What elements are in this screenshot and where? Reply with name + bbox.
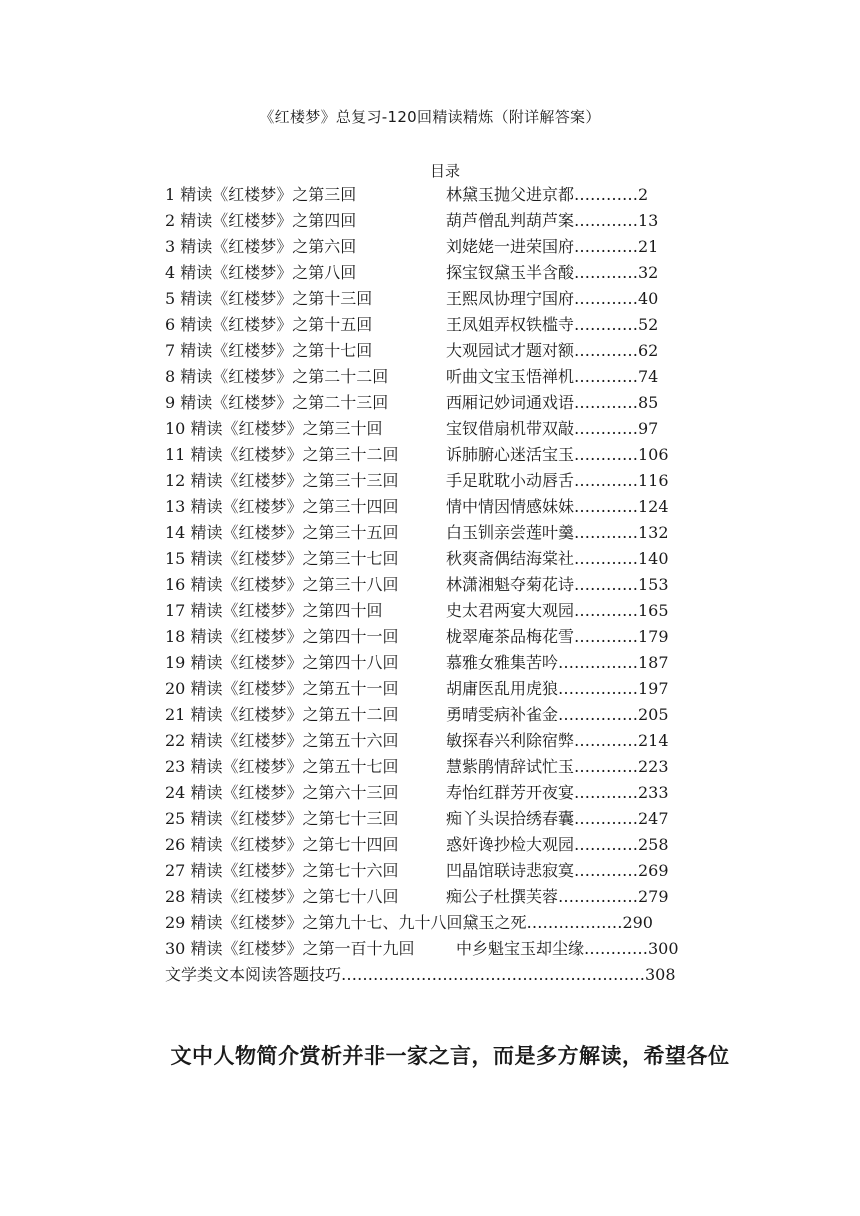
toc-chapter: 10 精读《红楼梦》之第三十回	[165, 419, 383, 438]
toc-topic: 手足耽耽小动唇舌…………116	[446, 471, 669, 490]
toc-entry-full: 文学类文本阅读答题技巧…………………………………………………308	[165, 965, 676, 984]
toc-chapter: 17 精读《红楼梦》之第四十回	[165, 601, 383, 620]
toc-entry[interactable]	[165, 338, 705, 364]
toc-entry[interactable]	[165, 650, 705, 676]
toc-topic: 寿怡红群芳开夜宴…………233	[446, 783, 669, 802]
toc-chapter: 22 精读《红楼梦》之第五十六回	[165, 731, 399, 750]
toc-chapter: 5 精读《红楼梦》之第十三回	[165, 289, 373, 308]
toc-topic: 凹晶馆联诗悲寂寞…………269	[446, 861, 669, 880]
toc-chapter: 6 精读《红楼梦》之第十五回	[165, 315, 373, 334]
toc-topic: 王凤姐弄权铁槛寺…………52	[446, 315, 659, 334]
toc-entry[interactable]	[165, 962, 705, 988]
toc-chapter: 20 精读《红楼梦》之第五十一回	[165, 679, 399, 698]
toc-chapter: 26 精读《红楼梦》之第七十四回	[165, 835, 399, 854]
toc-entry[interactable]	[165, 780, 705, 806]
toc-entry[interactable]	[165, 208, 705, 234]
toc-entry[interactable]	[165, 234, 705, 260]
toc-entry[interactable]	[165, 858, 705, 884]
toc-entry[interactable]	[165, 572, 705, 598]
toc-entry[interactable]	[165, 806, 705, 832]
toc-topic: 听曲文宝玉悟禅机…………74	[446, 367, 659, 386]
toc-entry[interactable]	[165, 624, 705, 650]
toc-chapter: 16 精读《红楼梦》之第三十八回	[165, 575, 399, 594]
toc-entry[interactable]	[165, 286, 705, 312]
toc-topic: 大观园试才题对额…………62	[446, 341, 659, 360]
toc-chapter: 28 精读《红楼梦》之第七十八回	[165, 887, 399, 906]
toc-entry-full: 29 精读《红楼梦》之第九十七、九十八回黛玉之死………………290	[165, 913, 653, 932]
toc-topic: 史太君两宴大观园…………165	[446, 601, 669, 620]
toc-chapter: 2 精读《红楼梦》之第四回	[165, 211, 357, 230]
document-title: 《红楼梦》总复习-120回精读精炼（附详解答案）	[259, 108, 601, 126]
intro-paragraph: 文中人物简介赏析并非一家之言，而是多方解读，希望各位	[170, 1044, 730, 1068]
toc-topic: 痴公子杜撰芙蓉……………279	[446, 887, 669, 906]
toc-entry[interactable]	[165, 390, 705, 416]
toc-topic: 探宝钗黛玉半含酸…………32	[446, 263, 659, 282]
toc-topic: 白玉钏亲尝莲叶羹…………132	[446, 523, 669, 542]
toc-entry[interactable]	[165, 546, 705, 572]
toc-entry[interactable]	[165, 676, 705, 702]
toc-topic: 勇晴雯病补雀金……………205	[446, 705, 669, 724]
toc-entry[interactable]	[165, 936, 705, 962]
toc-topic: 情中情因情感妹妹…………124	[446, 497, 669, 516]
toc-entry[interactable]	[165, 754, 705, 780]
toc-topic: 西厢记妙词通戏语…………85	[446, 393, 659, 412]
toc-entry[interactable]	[165, 442, 705, 468]
toc-chapter: 14 精读《红楼梦》之第三十五回	[165, 523, 399, 542]
toc-topic: 林潇湘魁夺菊花诗…………153	[446, 575, 669, 594]
toc-chapter: 11 精读《红楼梦》之第三十二回	[165, 445, 399, 464]
toc-chapter: 4 精读《红楼梦》之第八回	[165, 263, 357, 282]
toc-chapter: 19 精读《红楼梦》之第四十八回	[165, 653, 399, 672]
toc-chapter: 18 精读《红楼梦》之第四十一回	[165, 627, 399, 646]
toc-topic: 惑奸谗抄检大观园…………258	[446, 835, 669, 854]
toc-entry[interactable]	[165, 364, 705, 390]
toc-entry[interactable]	[165, 832, 705, 858]
toc-chapter: 1 精读《红楼梦》之第三回	[165, 185, 357, 204]
toc-entry[interactable]	[165, 910, 705, 936]
toc-entry[interactable]	[165, 884, 705, 910]
toc-heading: 目录	[429, 162, 460, 180]
toc-topic: 宝钗借扇机带双敲…………97	[446, 419, 659, 438]
toc-entry[interactable]	[165, 728, 705, 754]
toc-chapter: 3 精读《红楼梦》之第六回	[165, 237, 357, 256]
toc-entry[interactable]	[165, 182, 705, 208]
toc-chapter: 8 精读《红楼梦》之第二十二回	[165, 367, 389, 386]
toc-topic: 中乡魁宝玉却尘缘…………300	[456, 939, 679, 958]
toc-entry[interactable]	[165, 260, 705, 286]
toc-chapter: 21 精读《红楼梦》之第五十二回	[165, 705, 399, 724]
toc-chapter: 15 精读《红楼梦》之第三十七回	[165, 549, 399, 568]
toc-topic: 栊翠庵茶品梅花雪…………179	[446, 627, 669, 646]
toc-chapter: 13 精读《红楼梦》之第三十四回	[165, 497, 399, 516]
toc-entry[interactable]	[165, 468, 705, 494]
toc-entry[interactable]	[165, 598, 705, 624]
table-of-contents	[165, 182, 705, 988]
toc-entry[interactable]	[165, 520, 705, 546]
toc-topic: 诉肺腑心迷活宝玉…………106	[446, 445, 669, 464]
toc-chapter: 24 精读《红楼梦》之第六十三回	[165, 783, 399, 802]
toc-topic: 葫芦僧乱判葫芦案…………13	[446, 211, 659, 230]
toc-topic: 王熙凤协理宁国府…………40	[446, 289, 659, 308]
toc-topic: 胡庸医乱用虎狼……………197	[446, 679, 669, 698]
toc-chapter: 30 精读《红楼梦》之第一百十九回	[165, 939, 415, 958]
toc-topic: 慕雅女雅集苦吟……………187	[446, 653, 669, 672]
toc-chapter: 12 精读《红楼梦》之第三十三回	[165, 471, 399, 490]
toc-topic: 慧紫鹃情辞试忙玉…………223	[446, 757, 669, 776]
toc-topic: 痴丫头误拾绣春囊…………247	[446, 809, 669, 828]
toc-entry[interactable]	[165, 494, 705, 520]
toc-chapter: 23 精读《红楼梦》之第五十七回	[165, 757, 399, 776]
toc-topic: 敏探春兴利除宿弊…………214	[446, 731, 669, 750]
toc-entry[interactable]	[165, 702, 705, 728]
toc-topic: 刘姥姥一进荣国府…………21	[446, 237, 659, 256]
toc-topic: 林黛玉抛父进京都…………2	[446, 185, 649, 204]
toc-entry[interactable]	[165, 312, 705, 338]
toc-topic: 秋爽斋偶结海棠社…………140	[446, 549, 669, 568]
toc-chapter: 7 精读《红楼梦》之第十七回	[165, 341, 373, 360]
toc-chapter: 9 精读《红楼梦》之第二十三回	[165, 393, 389, 412]
toc-entry[interactable]	[165, 416, 705, 442]
toc-chapter: 27 精读《红楼梦》之第七十六回	[165, 861, 399, 880]
toc-chapter: 25 精读《红楼梦》之第七十三回	[165, 809, 399, 828]
